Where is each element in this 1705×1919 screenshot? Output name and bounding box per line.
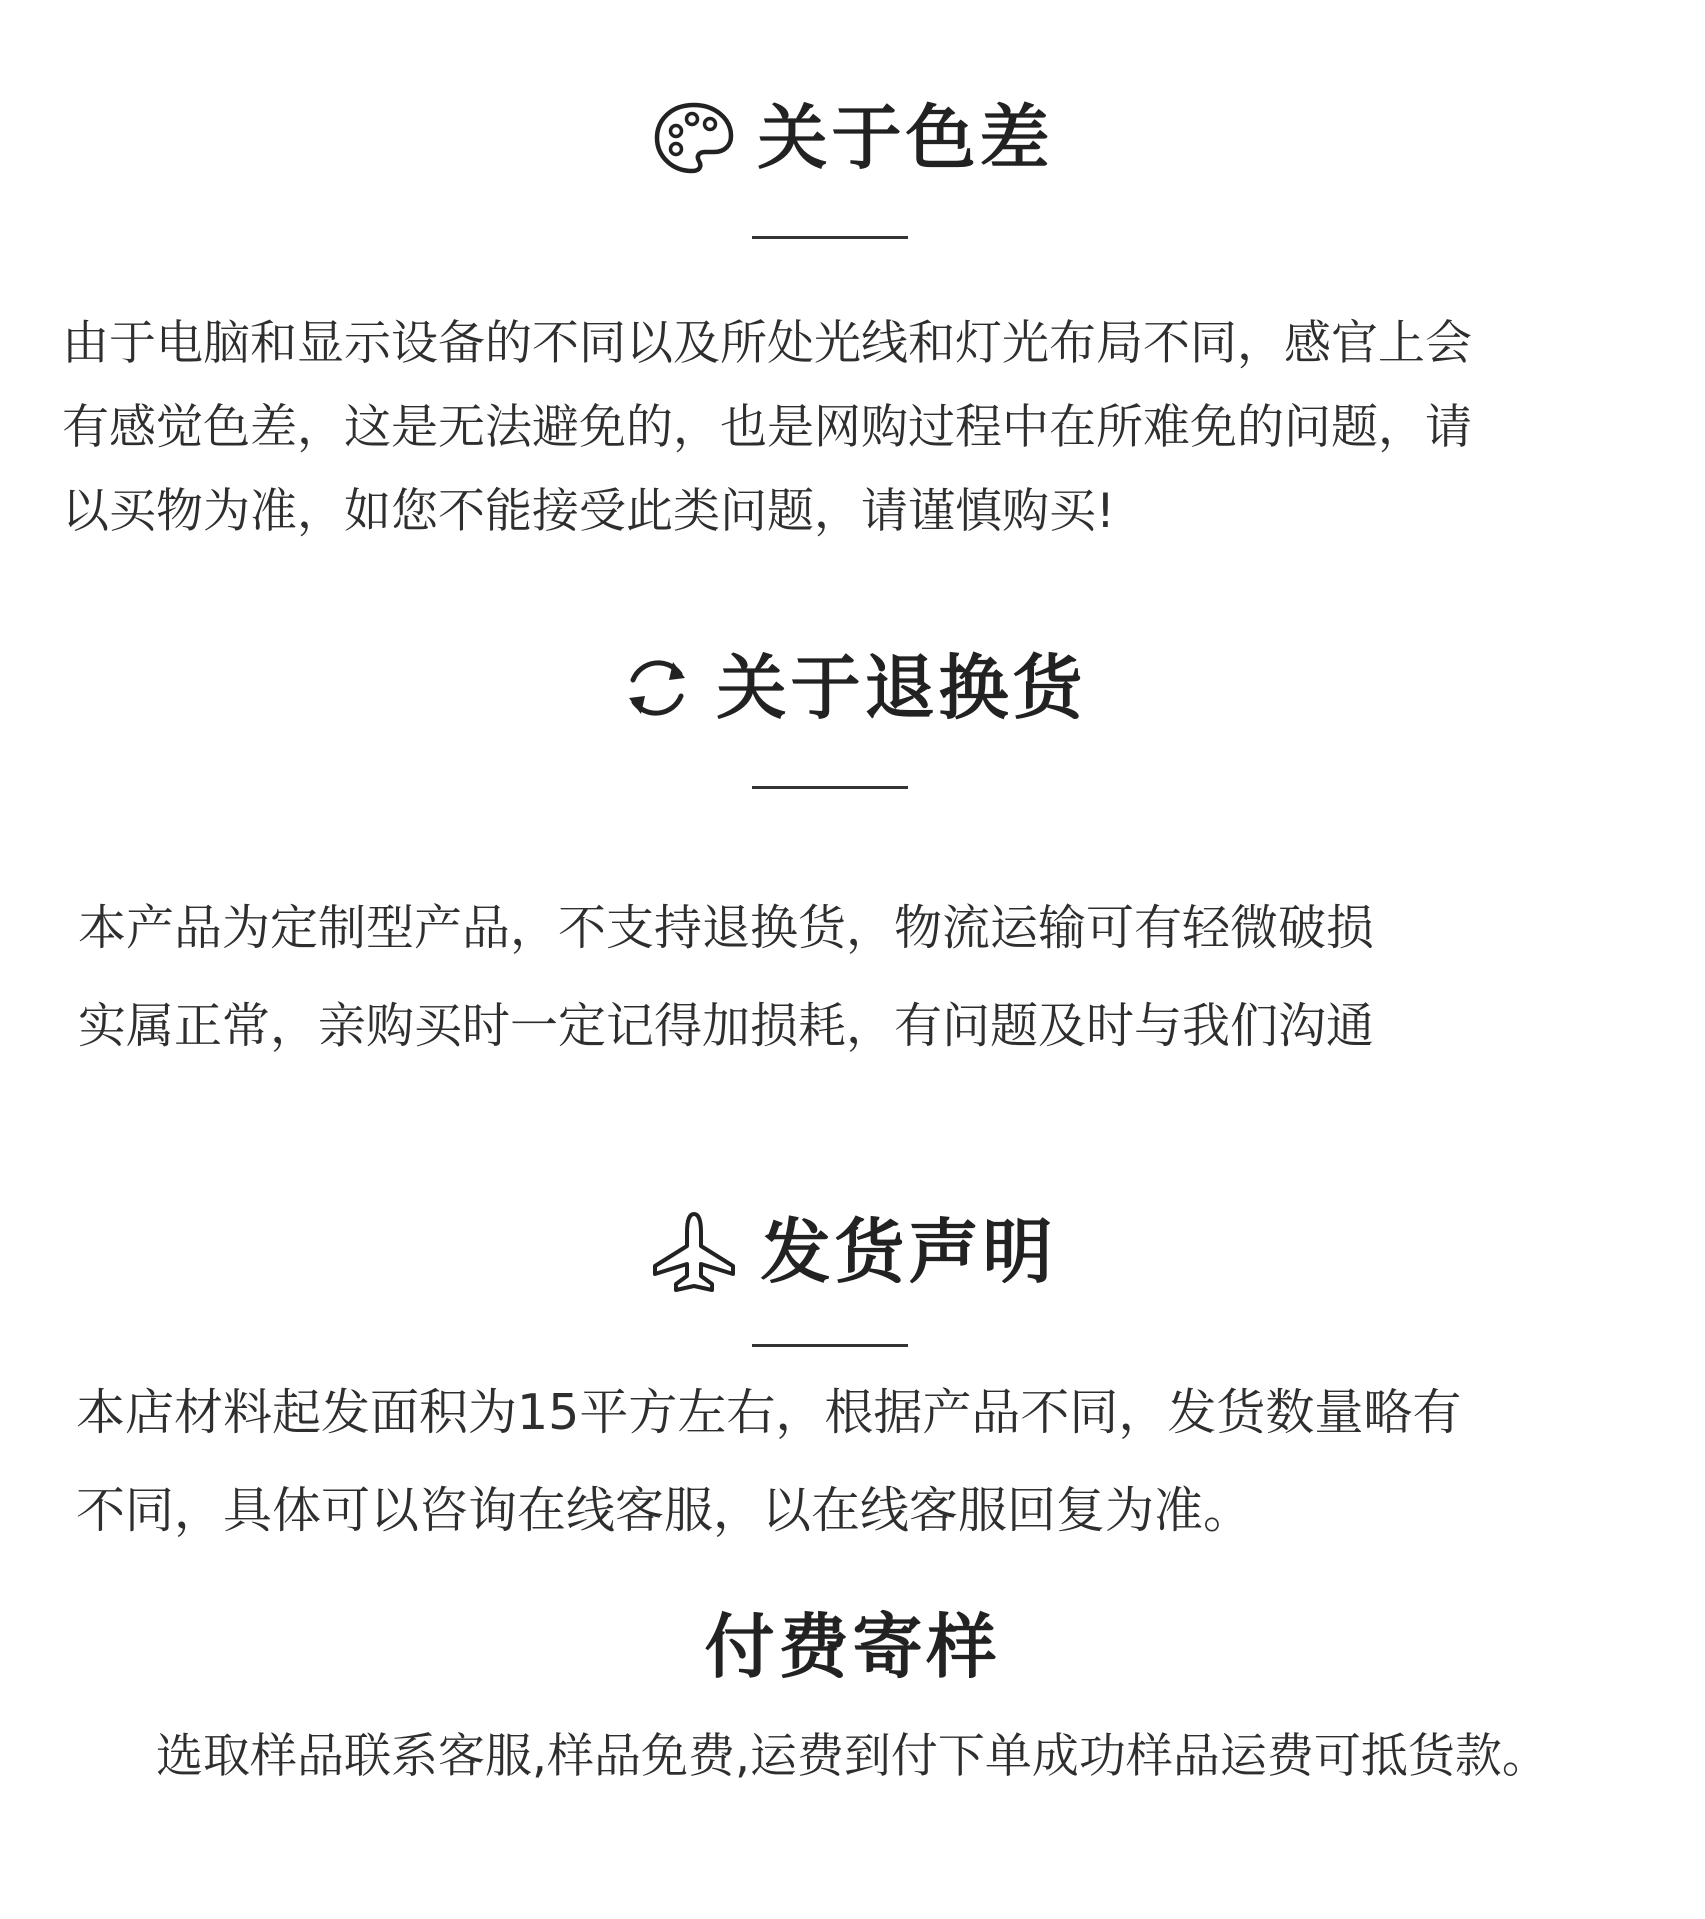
section-divider [752,1344,908,1347]
shipping-paragraph [76,1364,1461,1560]
paragraph-line: 本店材料起发面积为15平方左右，根据产品不同，发货数量略有 [76,1384,1462,1441]
section-title: 付费寄样 [704,1606,1001,1688]
section-title: 发货声明 [760,1211,1057,1293]
shipping-section-header [0,1210,1705,1294]
section-divider [752,236,908,239]
paragraph-line: 以买物为准，如您不能接受此类问题，请谨慎购买! [62,484,1115,539]
color-difference-paragraph [62,302,1472,554]
paragraph-line: 由于电脑和显示设备的不同以及所处光线和灯光布局不同，感官上会 [62,316,1472,371]
color-section-header [0,97,1705,179]
section-title: 关于色差 [757,97,1054,179]
paragraph-line: 有感觉色差，这是无法避免的，也是网购过程中在所难免的问题，请 [62,400,1472,455]
paragraph-line: 选取样品联系客服,样品免费,运费到付下单成功样品运费可抵货款。 [156,1729,1549,1784]
airplane-icon [649,1210,739,1294]
refresh-icon [619,650,695,726]
returns-section-header [0,647,1705,729]
section-title: 关于退换货 [716,647,1087,729]
sample-paragraph [0,1722,1705,1792]
section-divider [752,786,908,789]
paragraph-line: 实属正常，亲购买时一定记得加损耗，有问题及时与我们沟通 [78,998,1375,1054]
paragraph-line: 不同，具体可以咨询在线客服，以在线客服回复为准。 [76,1482,1253,1539]
sample-section-header [0,1606,1705,1688]
returns-paragraph [78,879,1374,1075]
palette-icon [652,100,736,176]
paragraph-line: 本产品为定制型产品，不支持退换货，物流运输可有轻微破损 [78,900,1375,956]
